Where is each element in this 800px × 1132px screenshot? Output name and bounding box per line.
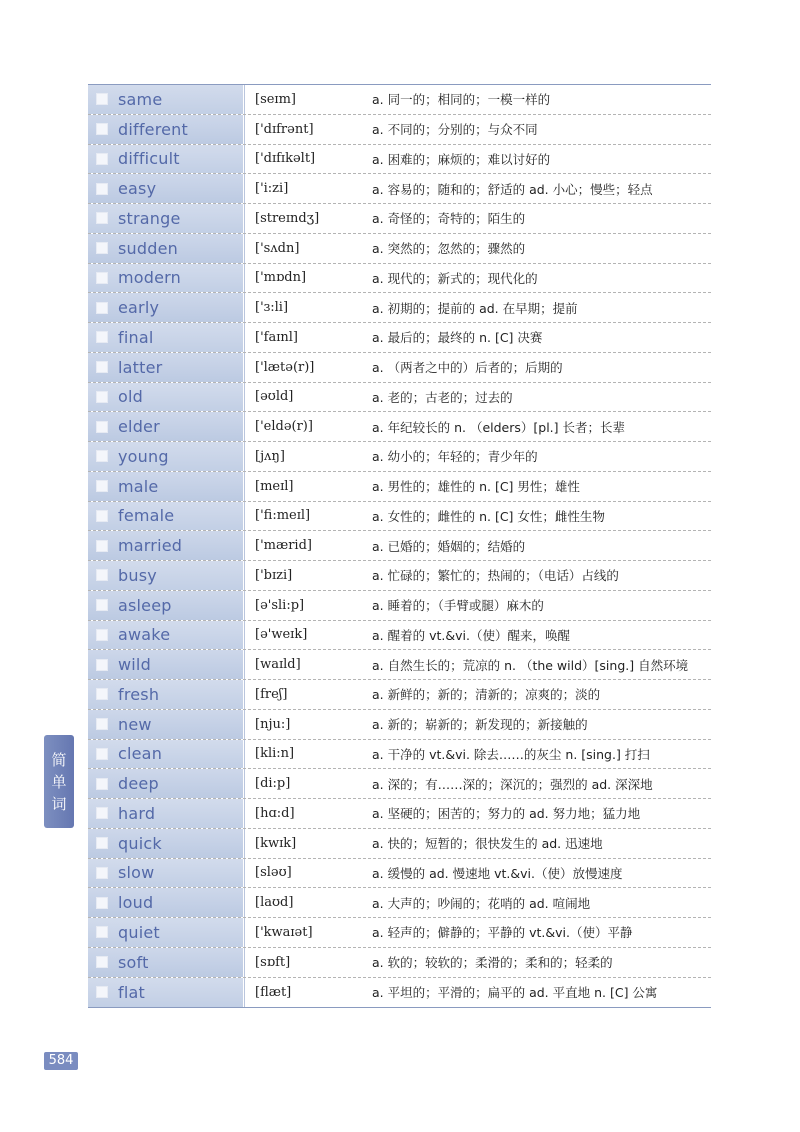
phonetic: ['bɪzi] (244, 561, 368, 590)
vocab-row (88, 85, 711, 115)
vocab-row (88, 591, 711, 621)
checkbox-icon[interactable] (96, 540, 108, 552)
vocab-row (88, 918, 711, 948)
phonetic: [di:p] (244, 769, 368, 798)
word-cell (88, 502, 244, 531)
phonetic: ['dɪfɪkəlt] (244, 145, 368, 174)
word-cell (88, 85, 244, 114)
word: quiet (118, 922, 160, 942)
vocabulary-table (88, 84, 711, 1008)
phonetic: ['mærid] (244, 531, 368, 560)
vocab-row (88, 115, 711, 145)
vocab-row (88, 978, 711, 1008)
word: married (118, 536, 183, 556)
vocab-row (88, 383, 711, 413)
phonetic: ['fi:meɪl] (244, 502, 368, 531)
phonetic: ['eldə(r)] (244, 412, 368, 441)
word-cell (88, 293, 244, 322)
definition: a. 坚硬的；困苦的；努力的 ad. 努力地；猛力地 (372, 806, 641, 822)
phonetic: [freʃ] (244, 680, 368, 709)
vocab-row (88, 145, 711, 175)
checkbox-icon[interactable] (96, 361, 108, 373)
phonetic: [meɪl] (244, 472, 368, 501)
word-cell (88, 740, 244, 769)
checkbox-icon[interactable] (96, 510, 108, 522)
word: soft (118, 952, 149, 972)
checkbox-icon[interactable] (96, 153, 108, 165)
definition: a. 现代的；新式的；现代化的 (372, 270, 538, 286)
vocab-row (88, 412, 711, 442)
definition: a. 初期的；提前的 ad. 在早期；提前 (372, 300, 578, 316)
vocab-row (88, 264, 711, 294)
vocab-row (88, 769, 711, 799)
word-cell (88, 918, 244, 947)
word-cell (88, 799, 244, 828)
word-cell (88, 264, 244, 293)
vocab-row (88, 353, 711, 383)
checkbox-icon[interactable] (96, 272, 108, 284)
word: final (118, 327, 154, 347)
word: deep (118, 774, 159, 794)
section-tab (44, 735, 74, 828)
definition: a. 新鲜的；新的；清新的；凉爽的；淡的 (372, 687, 601, 703)
definition: a. 突然的；忽然的；骤然的 (372, 241, 526, 257)
word-cell (88, 591, 244, 620)
word: sudden (118, 238, 178, 258)
word: quick (118, 833, 162, 853)
word-cell (88, 680, 244, 709)
section-tab-char: 简 (51, 750, 67, 769)
definition: a. 同一的；相同的；一模一样的 (372, 92, 551, 108)
word-cell (88, 829, 244, 858)
definition: a. 男性的；雄性的 n. [C] 男性；雄性 (372, 479, 580, 495)
word-cell (88, 442, 244, 471)
checkbox-icon[interactable] (96, 688, 108, 700)
word: old (118, 387, 143, 407)
phonetic: [waɪld] (244, 650, 368, 679)
checkbox-icon[interactable] (96, 897, 108, 909)
definition: a. 奇怪的；奇特的；陌生的 (372, 211, 526, 227)
checkbox-icon[interactable] (96, 629, 108, 641)
phonetic: [hɑ:d] (244, 799, 368, 828)
word: latter (118, 357, 163, 377)
word: female (118, 506, 175, 526)
phonetic: [əʊld] (244, 383, 368, 412)
phonetic: ['ɜ:li] (244, 293, 368, 322)
definition: a. 深的；有……深的；深沉的；强烈的 ad. 深深地 (372, 776, 653, 792)
word-cell (88, 353, 244, 382)
word-cell (88, 412, 244, 441)
word-cell (88, 621, 244, 650)
vocab-row (88, 859, 711, 889)
phonetic: [sɒft] (244, 948, 368, 977)
checkbox-icon[interactable] (96, 926, 108, 938)
page-number: 584 (44, 1052, 78, 1070)
word-cell (88, 323, 244, 352)
phonetic: ['sʌdn] (244, 234, 368, 263)
word: young (118, 446, 169, 466)
word: slow (118, 863, 155, 883)
word-cell (88, 115, 244, 144)
phonetic: ['faɪnl] (244, 323, 368, 352)
definition: a. 自然生长的；荒凉的 n. （the wild）[sing.] 自然环境 (372, 657, 689, 673)
checkbox-icon[interactable] (96, 599, 108, 611)
checkbox-icon[interactable] (96, 391, 108, 403)
word: easy (118, 179, 157, 199)
checkbox-icon[interactable] (96, 331, 108, 343)
vocab-row (88, 234, 711, 264)
vocab-row (88, 442, 711, 472)
phonetic: [ə'weɪk] (244, 621, 368, 650)
word-cell (88, 769, 244, 798)
word: new (118, 714, 152, 734)
word: male (118, 476, 159, 496)
vocab-row (88, 740, 711, 770)
word-cell (88, 710, 244, 739)
word-cell (88, 888, 244, 917)
checkbox-icon[interactable] (96, 480, 108, 492)
vocab-row (88, 502, 711, 532)
word: asleep (118, 595, 172, 615)
checkbox-icon[interactable] (96, 569, 108, 581)
phonetic: [streɪndʒ] (244, 204, 368, 233)
checkbox-icon[interactable] (96, 956, 108, 968)
vocab-row (88, 799, 711, 829)
phonetic: [flæt] (244, 978, 368, 1008)
vocab-row (88, 561, 711, 591)
definition: a. 最后的；最终的 n. [C] 决赛 (372, 330, 543, 346)
word-cell (88, 204, 244, 233)
definition: a. 大声的；吵闹的；花哨的 ad. 喧闹地 (372, 895, 591, 911)
phonetic: ['kwaɪət] (244, 918, 368, 947)
checkbox-icon[interactable] (96, 986, 108, 998)
definition: a. 睡着的；（手臂或腿）麻木的 (372, 598, 544, 614)
checkbox-icon[interactable] (96, 450, 108, 462)
word: elder (118, 417, 160, 437)
vocab-row (88, 293, 711, 323)
word-cell (88, 145, 244, 174)
definition: a. 已婚的；婚姻的；结婚的 (372, 538, 526, 554)
word: fresh (118, 684, 160, 704)
word: wild (118, 655, 151, 675)
word-cell (88, 174, 244, 203)
definition: a. 快的；短暂的；很快发生的 ad. 迅速地 (372, 836, 603, 852)
section-tab-char: 单 (51, 772, 67, 791)
word: difficult (118, 149, 180, 169)
word-cell (88, 978, 244, 1008)
phonetic: ['dɪfrənt] (244, 115, 368, 144)
definition: a. 新的；崭新的；新发现的；新接触的 (372, 717, 588, 733)
vocab-row (88, 948, 711, 978)
definition: a. 醒着的 vt.&vi.（使）醒来，唤醒 (372, 627, 570, 643)
vocab-row (88, 888, 711, 918)
checkbox-icon[interactable] (96, 659, 108, 671)
definition: a. 干净的 vt.&vi. 除去……的灰尘 n. [sing.] 打扫 (372, 746, 650, 762)
word-cell (88, 383, 244, 412)
vocab-row (88, 680, 711, 710)
word-cell (88, 561, 244, 590)
word-cell (88, 234, 244, 263)
definition: a. 缓慢的 ad. 慢速地 vt.&vi.（使）放慢速度 (372, 865, 623, 881)
definition: a. 不同的；分别的；与众不同 (372, 122, 538, 138)
phonetic: [seɪm] (244, 85, 368, 114)
word-cell (88, 948, 244, 977)
word: modern (118, 268, 182, 288)
vocab-row (88, 650, 711, 680)
vocab-row (88, 710, 711, 740)
checkbox-icon[interactable] (96, 421, 108, 433)
definition: a. 困难的；麻烦的；难以讨好的 (372, 151, 551, 167)
section-tab-char: 词 (51, 794, 67, 813)
phonetic: ['lætə(r)] (244, 353, 368, 382)
phonetic: [nju:] (244, 710, 368, 739)
definition: a. 平坦的；平滑的；扁平的 ad. 平直地 n. [C] 公寓 (372, 985, 658, 1001)
word-cell (88, 531, 244, 560)
checkbox-icon[interactable] (96, 242, 108, 254)
phonetic: [kli:n] (244, 740, 368, 769)
checkbox-icon[interactable] (96, 718, 108, 730)
definition: a. 忙碌的；繁忙的；热闹的；（电话）占线的 (372, 568, 619, 584)
word: loud (118, 893, 154, 913)
definition: a. 幼小的；年轻的；青少年的 (372, 449, 538, 465)
checkbox-icon[interactable] (96, 807, 108, 819)
definition: a. （两者之中的）后者的；后期的 (372, 360, 563, 376)
checkbox-icon[interactable] (96, 183, 108, 195)
word-cell (88, 472, 244, 501)
word: different (118, 119, 188, 139)
phonetic: [jʌŋ] (244, 442, 368, 471)
word: strange (118, 208, 181, 228)
definition: a. 软的；较软的；柔滑的；柔和的；轻柔的 (372, 955, 613, 971)
word-cell (88, 650, 244, 679)
phonetic: [sləʊ] (244, 859, 368, 888)
checkbox-icon[interactable] (96, 212, 108, 224)
checkbox-icon[interactable] (96, 93, 108, 105)
word: clean (118, 744, 163, 764)
word: awake (118, 625, 171, 645)
word: hard (118, 803, 156, 823)
definition: a. 容易的；随和的；舒适的 ad. 小心；慢些；轻点 (372, 181, 653, 197)
phonetic: [ə'sli:p] (244, 591, 368, 620)
checkbox-icon[interactable] (96, 302, 108, 314)
phonetic: ['mɒdn] (244, 264, 368, 293)
vocab-row (88, 829, 711, 859)
vocab-row (88, 472, 711, 502)
word: busy (118, 565, 157, 585)
vocab-row (88, 174, 711, 204)
vocab-row (88, 531, 711, 561)
checkbox-icon[interactable] (96, 748, 108, 760)
definition: a. 女性的；雌性的 n. [C] 女性；雌性生物 (372, 508, 605, 524)
vocab-row (88, 204, 711, 234)
word: early (118, 298, 160, 318)
checkbox-icon[interactable] (96, 778, 108, 790)
vocab-row (88, 621, 711, 651)
checkbox-icon[interactable] (96, 867, 108, 879)
word-cell (88, 859, 244, 888)
definition: a. 老的；古老的；过去的 (372, 389, 513, 405)
definition: a. 年纪较长的 n. （elders）[pl.] 长者；长辈 (372, 419, 625, 435)
phonetic: [laʊd] (244, 888, 368, 917)
definition: a. 轻声的；僻静的；平静的 vt.&vi.（使）平静 (372, 925, 633, 941)
phonetic: ['i:zi] (244, 174, 368, 203)
checkbox-icon[interactable] (96, 837, 108, 849)
vocab-row (88, 323, 711, 353)
word: flat (118, 982, 145, 1002)
phonetic: [kwɪk] (244, 829, 368, 858)
checkbox-icon[interactable] (96, 123, 108, 135)
word: same (118, 89, 163, 109)
